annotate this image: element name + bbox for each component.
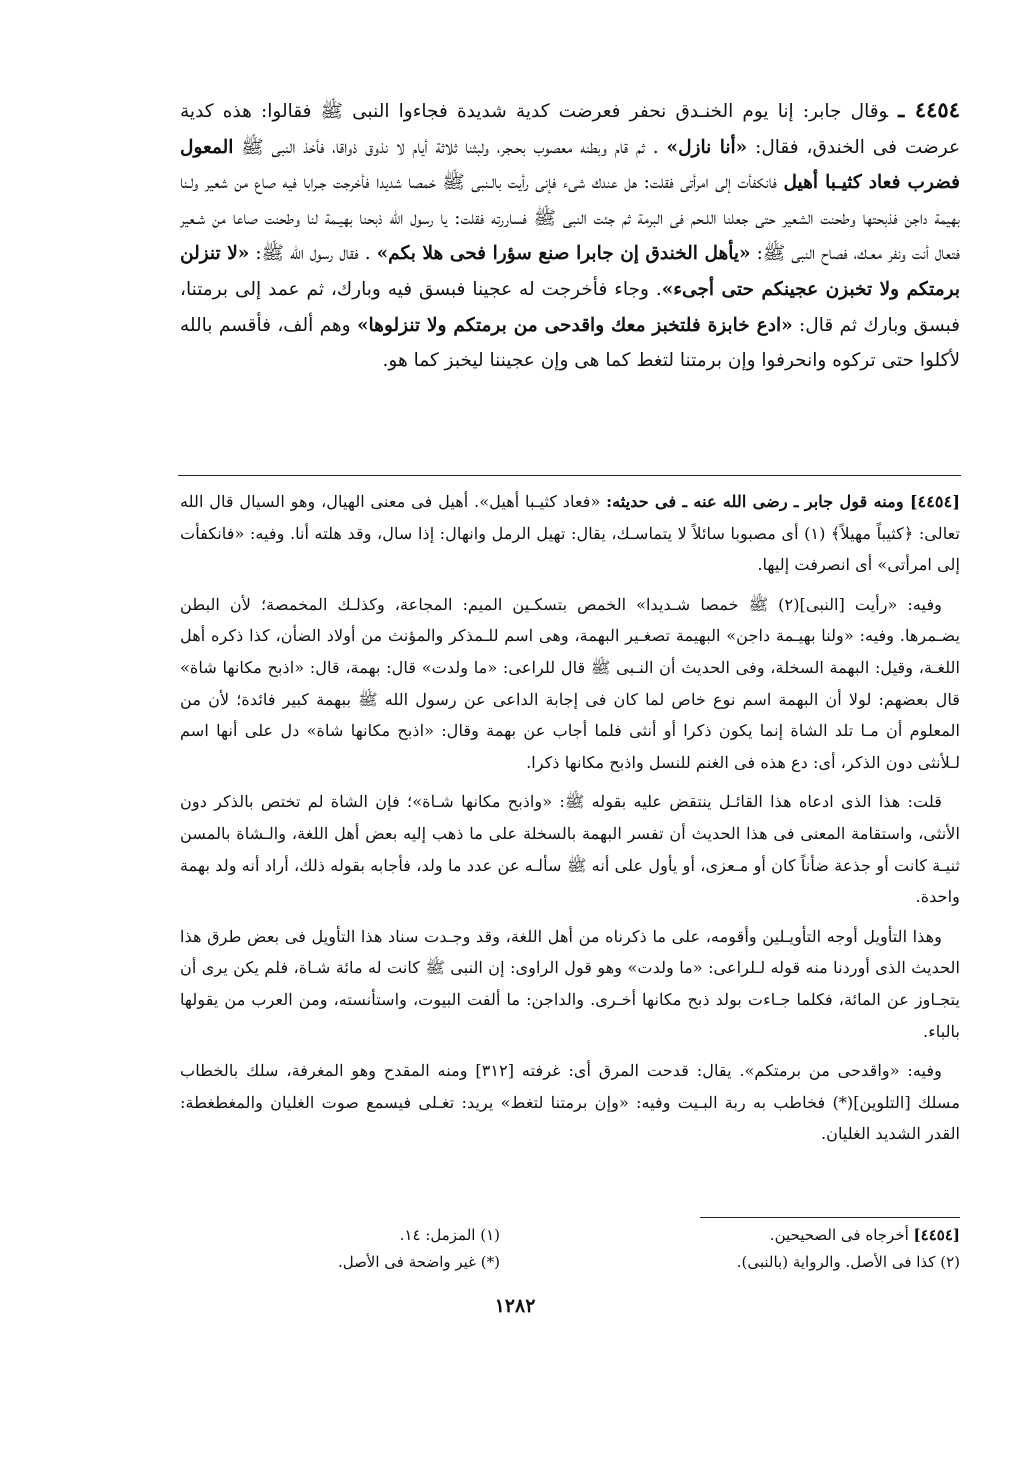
commentary-paragraph: وفيه: «رأيت [النبى](٢) ﷺ خمصا شـديدا» الخمص بتسكـين الميم: المجاعة، وكذلـك المخمصة؛ لأن البطن يضـمرها. وفيه: «ولنا بهيـمة داجن» البهيمة تصغـير البهمة، وهى اسم للـمذكر والمؤنث من أولاد الضأن، كذا ذكره أهل اللغـة، وقيل: البهمة السخلة، وفى الحديث أن النـبى ﷺ قال للراعى: «ما ولدت» قال: بهمة، قال: «اذبح مكانها شاة» قال بعضهم: لولا أن البهمة اسم نوع خاص لما كان فى إجابة الداعى عن رسول الله ﷺ ببهمة كبير فائدة؛ لأن من المعلوم أن مـا تلد الشاة إنما يكون ذكرا أو أنثى فلما أجاب عن بهمة وقال: «اذبح مكانها شاة» دل على أنها اسم لـلأنثى دون الذكر، أى: دع هذه فى الغنم للنسل واذبح مكانها ذكرا. bbox=[180, 594, 960, 772]
footnotes-right bbox=[660, 1222, 960, 1276]
commentary-text: «فعاد كثيـبا أهيل». أهيل فى معنى الهيال، وهو السيال قال الله تعالى: ﴿كثيباً مهيلاً﴾ (١) أى مصبوبا سائلاً لا يتماسـك، يقال: تهيل الرمل وانهال: إذا سال، وقد هلته أنا. وفيه: «فانكفأت إلى امرأتى» أى انصرفت إليها. bbox=[180, 492, 960, 575]
hadith-segment: . ثم قام وبطنه معصوب بحـجر، ولبثنا ثلاثة أيام لا نذوق ذواقا، فأخذ النبى ﷺ bbox=[233, 136, 667, 158]
footnote-ref: [٤٤٥٤] bbox=[913, 1226, 960, 1244]
hadith-segment: فانكفأت إلى امرأتى فقلت: هل عندك شىء فإنى رأيت بالـنبى ﷺ خمصا شديدا فأخرجت جـرابا فيه صاع من شعير ولـنا بهيمة داجن فذبحتها وطحنت الشعير حتى جعلنا اللـحم فى البرمة ثم جئت النبى ﷺ فساررته فقلت: يا رسول الله ذبحنا بهيـمة لنا وطحنت صاعا من شـعير فتعال أنت ونفر معـك، فصاح النبى ﷺ: bbox=[180, 172, 961, 265]
commentary-paragraph: قلت: هذا الذى ادعاه هذا القائـل ينتقض عليه بقوله ﷺ: «واذبح مكانها شـاة»؛ فإن الشاة لم تختص بالذكر دون الأنثى، واستقامة المعنى فى هذا الحديث أن تفسر البهمة بالسخلة على ما ذهب إليه بعض أهل اللغة، والـشاة بالمسن ثنيـة كانت أو جذعة ضأناً كان أو مـعزى، أو يأول على أنه ﷺ سألـه عن عدد ما ولد، فأجابه بقوله ذلك، أراد أنه ولد بهمة واحدة. bbox=[180, 792, 960, 907]
hadith-segment: وقال جابر: إنا يوم الخنـدق نحفر فعرضت كدية شديدة فجاءوا النبى ﷺ فقالوا: هذه كدية عرضت فى الخندق، فقال: bbox=[180, 101, 961, 158]
prophet-quote: «لا تنزلن برمتكم ولا تخبزن عجينكم حتى أجىء» bbox=[180, 243, 960, 300]
commentary-paragraph: وهذا التأويل أوجه التأويـلين وأقومه، على ما ذكرناه من أهل اللغة، وقد وجـدت سناد هذا التأويل فى بعض طرق هذا الحديث الذى أوردنا منه قوله لـلراعى: «ما ولدت» وهو قول الراوى: إن النبى ﷺ كانت له مائة شـاة، فلم يكن يرى أن يتجـاوز عن المائة، فكلما جـاءت بولد ذبح مكانها أخـرى. والداجن: ما ألفت البيوت، واستأنسته، ومن العرب من يقولها بالباء. bbox=[180, 926, 960, 1041]
prophet-quote: «أنا نازل» bbox=[666, 136, 748, 158]
section-divider bbox=[178, 475, 961, 476]
prophet-quote: المعول فضرب فعاد كثيـبا أهيل bbox=[180, 136, 960, 194]
hadith-segment: . وجاء فأخرجت له عجينا فبسق فيه وبارك، ثم عمد إلى برمتنا، فبسق وبارك ثم قال: bbox=[180, 278, 961, 336]
hadith-segment: وهم ألف، فأقسم بالله لأكلوا حتى تركوه وانحرفوا وإن برمتنا لتغط كما هى وإن عجيننا ليخبز كما هو. bbox=[180, 314, 960, 372]
commentary-paragraph: وفيه: «واقدحى من برمتكم». يقال: قدحت المرق أى: غرفته [٣١٢] ومنه المقدح وهو المغرفة، سلك بالخطاب مسلك [التلوين](*) فخاطب به ربة البـيت وفيه: «وإن برمتنا لتغط» يريد: تغـلى فيسمع صوت الغليان والمغطغطة: القدر الشديد الغليان. bbox=[180, 1061, 960, 1144]
commentary bbox=[180, 486, 960, 1158]
footnote-divider bbox=[700, 1217, 960, 1218]
footnote-text: أخرجاه فى الصحيحين. bbox=[769, 1226, 914, 1244]
footnote bbox=[660, 1222, 960, 1249]
footnotes-left bbox=[270, 1222, 500, 1276]
hadith-text bbox=[180, 92, 960, 379]
hadith-segment: . فقال رسول الله ﷺ: bbox=[249, 243, 377, 265]
commentary-heading: [٤٤٥٤] ومنه قول جابر ـ رضى الله عنه ـ فى حديثه: bbox=[606, 492, 960, 511]
prophet-quote: «ادع خابزة فلتخبز معك واقدحى من برمتكم ولا تنزلوها» bbox=[356, 314, 793, 336]
prophet-quote: «يأهل الخندق إن جابرا صنع سؤرا فحى هلا بكم» bbox=[376, 243, 751, 265]
page-number: ١٢٨٢ bbox=[494, 1295, 536, 1317]
hadith-number: ٤٤٥٤ ـ bbox=[898, 97, 960, 122]
commentary-paragraph bbox=[180, 486, 960, 581]
footnote: (٢) كذا فى الأصل. والرواية (بالنبى). bbox=[736, 1253, 960, 1271]
footnote: (*) غير واضحة فى الأصل. bbox=[337, 1253, 500, 1271]
footnote: (١) المزمل: ١٤. bbox=[399, 1226, 500, 1244]
